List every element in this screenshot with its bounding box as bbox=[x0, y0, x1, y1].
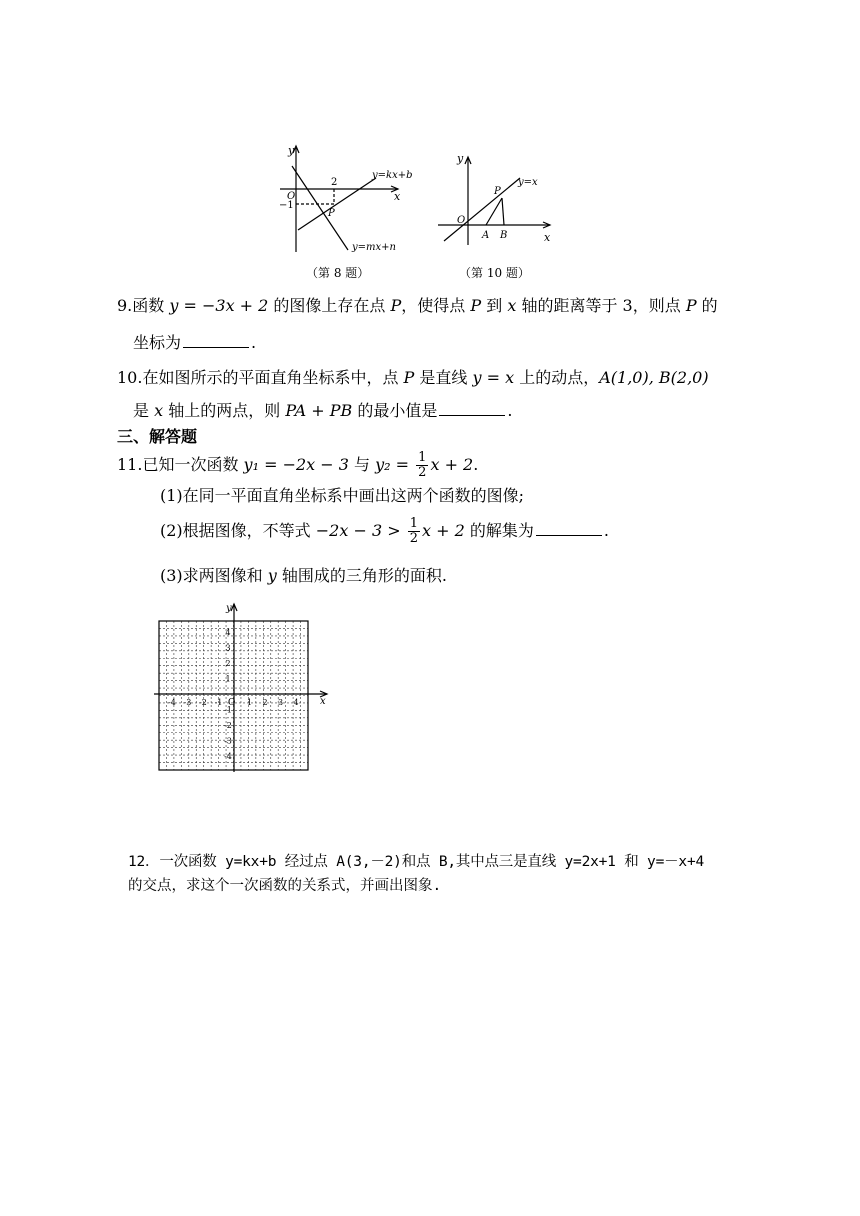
grid-origin: O bbox=[228, 698, 236, 708]
fig10-p: P bbox=[494, 186, 501, 197]
fig10-x-label: x bbox=[544, 231, 551, 244]
fraction-half: $\frac{1}{2}$ bbox=[409, 516, 418, 546]
segment-pa bbox=[486, 198, 502, 225]
fig10-a: A bbox=[482, 230, 490, 241]
segment-pb bbox=[502, 198, 504, 225]
y-tick-label: 2 bbox=[225, 659, 231, 668]
y-tick-label: -3 bbox=[224, 736, 232, 746]
answer-blank[interactable] bbox=[536, 520, 602, 536]
fig10-y-label: y bbox=[457, 152, 464, 165]
fraction-half: $\frac{1}{2}$ bbox=[418, 450, 427, 480]
fig8-line1-label: y=kx+b bbox=[372, 170, 413, 181]
figure-8-caption: （第 8 题） bbox=[306, 266, 370, 280]
fig8-line2-label: y=mx+n bbox=[352, 242, 396, 253]
figure-10 bbox=[436, 148, 556, 248]
grid-x-label: x bbox=[320, 696, 326, 707]
fig8-x-label: x bbox=[394, 190, 401, 203]
y-tick-label: -2 bbox=[224, 721, 232, 730]
y-tick-label: -4 bbox=[224, 752, 232, 761]
fig8-p: P bbox=[328, 208, 335, 219]
question-11-part3: (3)求两图像和 y 轴围成的三角形的面积. bbox=[160, 566, 447, 585]
section-heading: 三、解答题 bbox=[117, 427, 198, 446]
figure-10-caption: （第 10 题） bbox=[459, 266, 530, 280]
question-11-part2: (2)根据图像，不等式 −2x − 3 > $\frac{1}{2}$ x + 2 的解集为 . bbox=[160, 516, 609, 546]
x-tick-label: 4 bbox=[293, 698, 299, 707]
question-10-line2: 是 x 轴上的两点，则 PA + PB 的最小值是 . bbox=[133, 401, 513, 420]
x-tick-label: 1 bbox=[246, 698, 253, 707]
answer-blank[interactable] bbox=[439, 400, 505, 416]
x-tick-label: 3 bbox=[277, 698, 284, 707]
question-12-line2: 的交点，求这个一次函数的关系式，并画出图象. bbox=[128, 878, 442, 894]
grid-y-label: y bbox=[226, 603, 232, 614]
x-tick-label: -1 bbox=[214, 698, 223, 707]
y-tick-label: 1 bbox=[225, 674, 231, 684]
question-11-part1: (1)在同一平面直角坐标系中画出这两个函数的图像; bbox=[160, 486, 525, 505]
question-12-line1: 12．一次函数 y=kx+b 经过点 A(3,－2)和点 B,其中点三是直线 y=2x+1 和 y=－x+4 bbox=[128, 854, 705, 870]
x-tick-label: -2 bbox=[199, 698, 207, 707]
x-tick-label: -4 bbox=[168, 698, 176, 707]
figure-8 bbox=[276, 140, 426, 255]
y-tick-label: -1 bbox=[224, 705, 232, 715]
fig10-origin: O bbox=[457, 215, 466, 226]
question-11-line1: 11.已知一次函数 y₁ = −2x − 3 与 y₂ = $\frac{1}{2}$ x + 2. bbox=[117, 450, 479, 480]
fig8-y-label: y bbox=[288, 144, 295, 157]
fig10-b: B bbox=[500, 230, 508, 241]
question-9-line2: 坐标为 . bbox=[133, 333, 257, 352]
question-9-line1: 9.函数 y = −3x + 2 的图像上存在点 P，使得点 P 到 x 轴的距离等于 3，则点 P 的 bbox=[117, 296, 718, 315]
coordinate-grid bbox=[150, 600, 335, 775]
question-10-line1: 10.在如图所示的平面直角坐标系中，点 P 是直线 y = x 上的动点，A(1,0), B(2,0) bbox=[117, 368, 709, 387]
fig8-two: 2 bbox=[331, 177, 338, 188]
y-tick-label: 3 bbox=[225, 643, 231, 653]
fig8-origin: O bbox=[287, 191, 296, 202]
fig8-neg1: −1 bbox=[279, 200, 294, 211]
line-mx-n bbox=[292, 166, 348, 250]
x-tick-label: -3 bbox=[183, 698, 192, 707]
fig10-line-label: y=x bbox=[518, 177, 538, 188]
answer-blank[interactable] bbox=[183, 332, 249, 348]
x-tick-label: 2 bbox=[262, 698, 268, 707]
y-tick-label: 4 bbox=[225, 628, 231, 637]
